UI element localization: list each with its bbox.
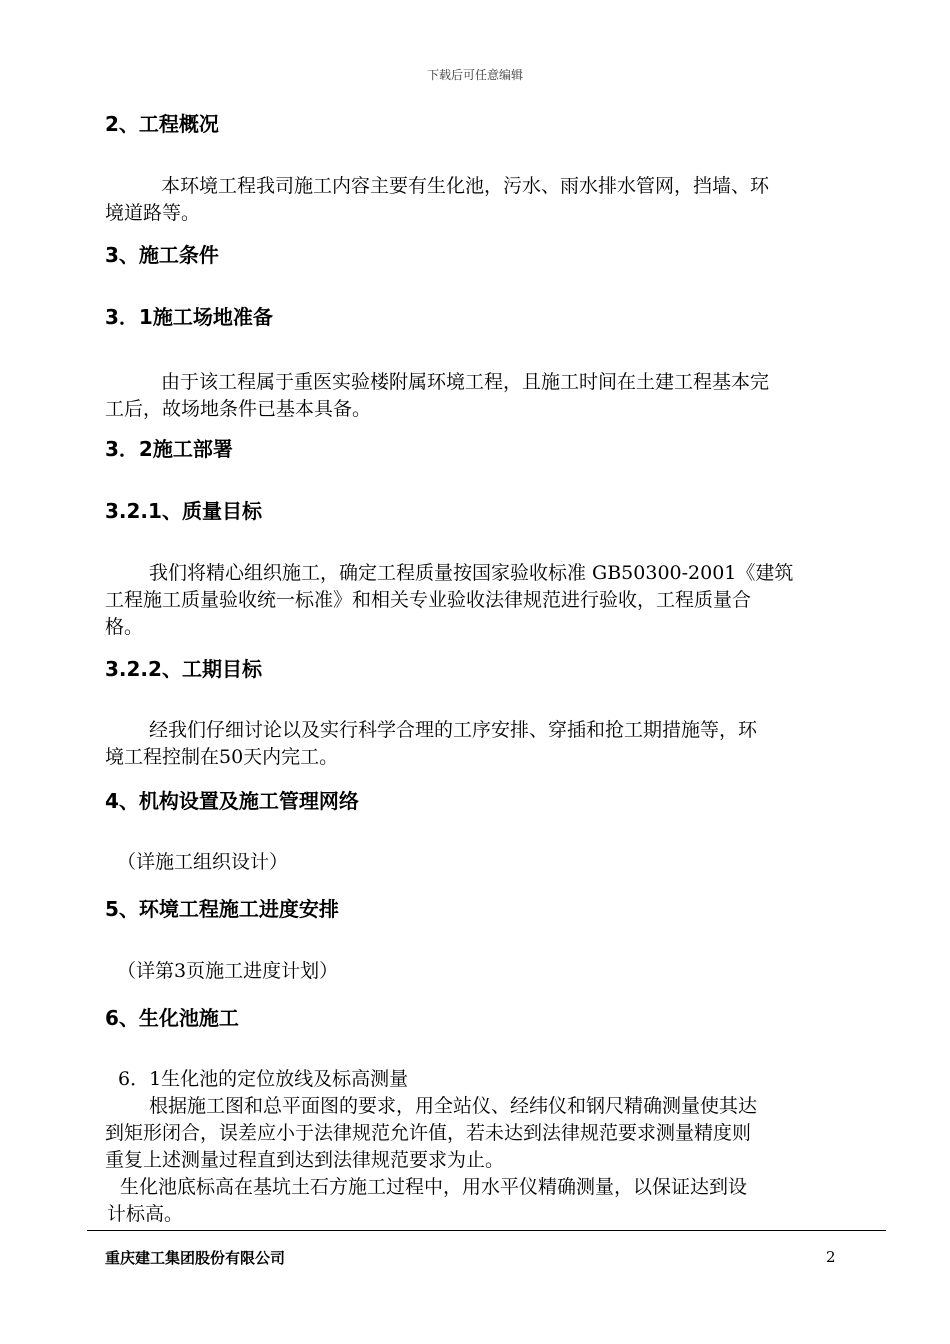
page-number: 2 [826, 1248, 836, 1266]
section-5-heading: 5、环境工程施工进度安排 [105, 897, 339, 921]
paragraph-line: （详施工组织设计） [117, 851, 289, 873]
section-6-1-paragraph [105, 1066, 885, 1228]
paragraph-line: 经我们仔细讨论以及实行科学合理的工序安排、穿插和抢工期措施等，环 [149, 719, 758, 741]
paragraph-line: 格。 [105, 616, 144, 638]
section-2-paragraph [105, 173, 885, 227]
paragraph-line: 由于该工程属于重医实验楼附属环境工程，且施工时间在土建工程基本完 [161, 371, 770, 393]
paragraph-line: 本环境工程我司施工内容主要有生化池，污水、雨水排水管网，挡墙、环 [161, 175, 770, 197]
section-2-heading: 2、工程概况 [105, 112, 219, 136]
paragraph-line: 计标高。 [107, 1203, 184, 1225]
paragraph-line: （详第3页施工进度计划） [117, 960, 339, 982]
paragraph-line: 6．1生化池的定位放线及标高测量 [118, 1068, 409, 1090]
section-3-heading: 3、施工条件 [105, 243, 219, 267]
section-4-heading: 4、机构设置及施工管理网络 [105, 789, 359, 813]
section-5-paragraph [117, 958, 897, 985]
paragraph-line: 工后，故场地条件已基本具备。 [105, 398, 372, 420]
paragraph-line: 境工程控制在50天内完工。 [105, 746, 339, 768]
footer-divider [87, 1230, 886, 1231]
paragraph-line: 生化池底标高在基坑土石方施工过程中，用水平仪精确测量，以保证达到设 [120, 1176, 748, 1198]
paragraph-line: 工程施工质量验收统一标准》和相关专业验收法律规范进行验收，工程质量合 [105, 589, 752, 611]
section-3-2-heading: 3．2施工部署 [105, 437, 233, 461]
paragraph-line: 我们将精心组织施工，确定工程质量按国家验收标准 GB50300-2001《建筑 [149, 562, 794, 584]
section-3-1-heading: 3．1施工场地准备 [105, 305, 273, 329]
paragraph-line: 根据施工图和总平面图的要求，用全站仪、经纬仪和钢尺精确测量使其达 [149, 1095, 758, 1117]
header-note: 下载后可任意编辑 [426, 68, 523, 82]
section-3-1-paragraph [105, 369, 885, 423]
paragraph-line: 境道路等。 [105, 202, 201, 224]
paragraph-line: 重复上述测量过程直到达到法律规范要求为止。 [105, 1149, 505, 1171]
section-4-paragraph [117, 849, 897, 876]
section-6-heading: 6、生化池施工 [105, 1006, 239, 1030]
section-3-2-2-heading: 3.2.2、工期目标 [105, 657, 262, 681]
paragraph-line: 到矩形闭合，误差应小于法律规范允许值，若未达到法律规范要求测量精度则 [105, 1122, 752, 1144]
section-3-2-1-heading: 3.2.1、质量目标 [105, 499, 262, 523]
section-3-2-2-paragraph [105, 717, 885, 771]
section-3-2-1-paragraph [105, 560, 885, 641]
footer-company: 重庆建工集团股份有限公司 [105, 1249, 286, 1267]
